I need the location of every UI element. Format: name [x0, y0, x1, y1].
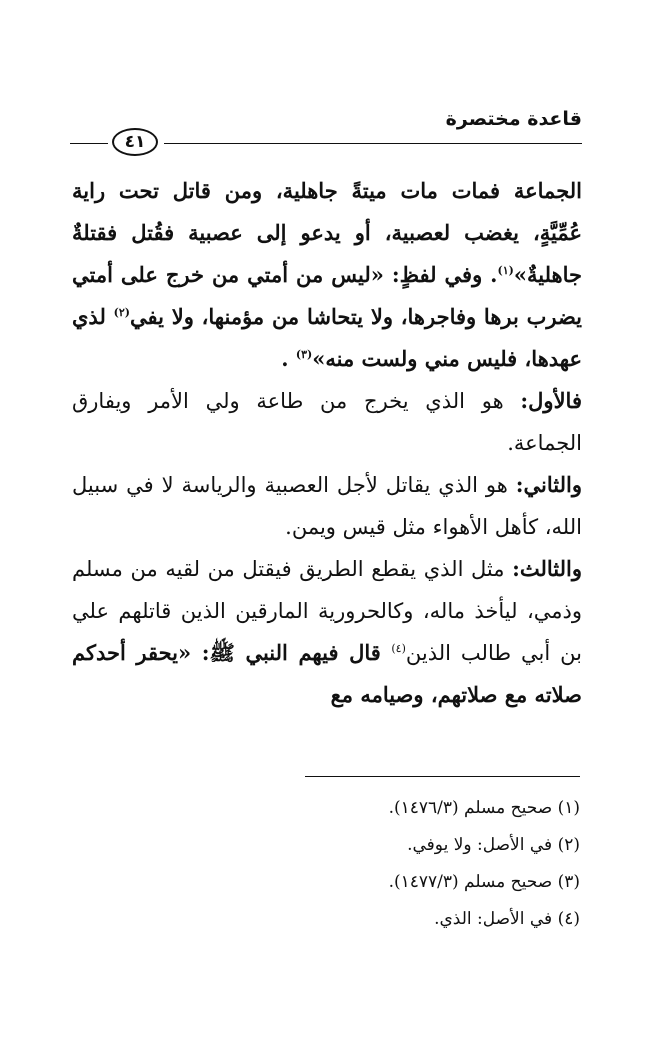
text-segment: . وفي لفظٍ: «ليس من أمتي من خرج على أمتي يضرب برها وفاجرها، ولا يتحاشا من مؤمنها، ولا يفي: [72, 262, 583, 329]
text-segment: لذي عهدها، فليس مني ولست منه»: [72, 304, 582, 371]
paragraph-second: [72, 464, 582, 548]
text-segment: الجماعة فمات مات ميتةً جاهلية، ومن قاتل تحت راية عُمِّيَّةٍ، يغضب لعصبية، أو يدعو إلى عصبية فقُتل فقتلةٌ جاهليةٌ»: [72, 178, 582, 287]
label-third: والثالث:: [512, 556, 582, 581]
footnote-4: (٤) في الأصل: الذي.: [434, 909, 580, 929]
text-segment: هو الذي يخرج من طاعة ولي الأمر ويفارق الجماعة.: [72, 389, 582, 455]
text-segment: «يحقر أحدكم صلاته مع صلاتهم، وصيامه مع: [72, 640, 582, 707]
text-segment: .: [281, 346, 296, 371]
paragraph-first: [72, 380, 582, 464]
text-segment: مثل الذي يقطع الطريق فيقتل من لقيه من مسلم وذمي، ليأخذ ماله، وكالحرورية المارقين الذين قاتلهم علي بن أبي طالب الذين: [72, 557, 582, 665]
text-segment: قال فيهم النبي ﷺ:: [201, 640, 392, 665]
text-segment: هو الذي يقاتل لأجل العصبية والرياسة لا في سبيل الله، كأهل الأهواء مثل قيس ويمن.: [72, 473, 582, 539]
header-rule-right: [164, 143, 582, 144]
footnote-ref-2: (٢): [113, 306, 130, 319]
header-rule-left: [70, 143, 108, 144]
page-number: ٤١: [112, 128, 158, 156]
footnote-2: (٢) في الأصل: ولا يوفي.: [407, 835, 580, 855]
main-text: [72, 170, 582, 716]
label-second: والثاني:: [515, 472, 582, 497]
paragraph-third: [72, 548, 582, 716]
footnote-divider: [305, 776, 580, 777]
paragraph-hadith: [72, 170, 582, 380]
footnote-1: (١) صحيح مسلم (١٤٧٦/٣).: [388, 798, 580, 818]
footnote-3: (٣) صحيح مسلم (١٤٧٧/٣).: [388, 872, 580, 892]
running-title: قاعدة مختصرة: [445, 108, 582, 130]
footnotes: [200, 790, 580, 938]
label-first: فالأول:: [520, 388, 582, 413]
footnote-ref-1: (١): [497, 264, 514, 277]
footnote-ref-4: (٤): [391, 642, 406, 655]
page-header: [70, 108, 582, 152]
footnote-ref-3: (٣): [295, 348, 313, 361]
